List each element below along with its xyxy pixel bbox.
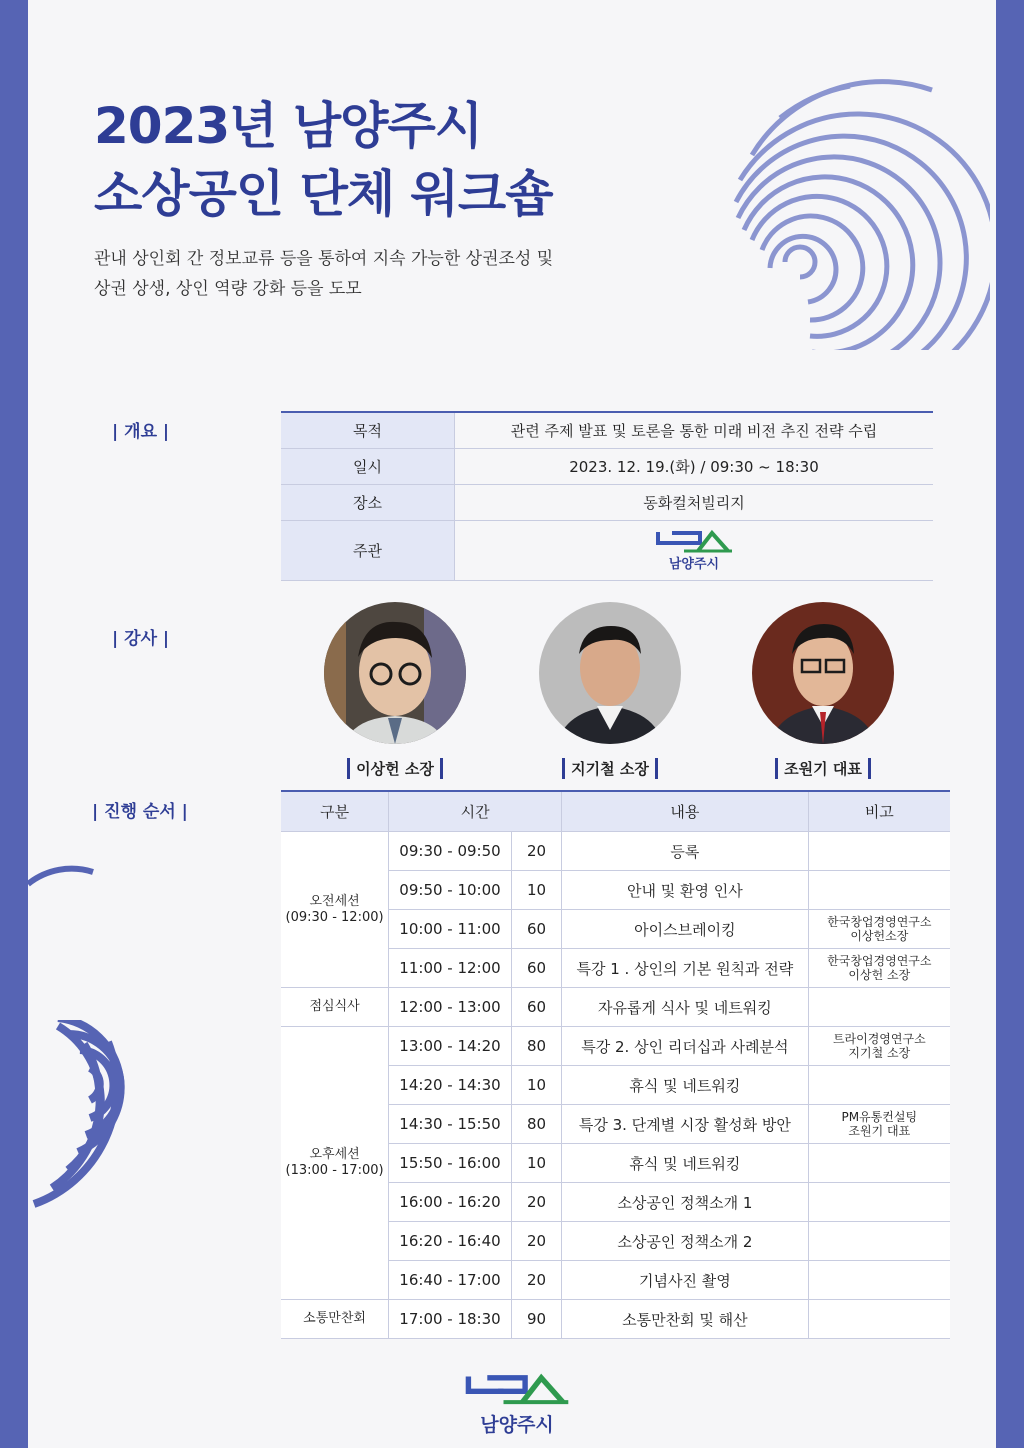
- schedule-header-row: [281, 791, 950, 832]
- cell-note: [808, 1300, 950, 1339]
- note-line-2: 이상헌 소장: [848, 968, 911, 982]
- session-afternoon-name: 오후세션: [309, 1147, 360, 1162]
- cell-note: [808, 1183, 950, 1222]
- cell-minutes: 80: [511, 1105, 561, 1144]
- speaker-name: 이상헌 소장: [347, 758, 443, 779]
- note-line-1: 트라이경영연구소: [832, 1032, 926, 1046]
- speaker-name: 지기철 소장: [562, 758, 658, 779]
- session-morning-name: 오전세션: [309, 893, 360, 909]
- cell-content: 소통만찬회 및 해산: [562, 1300, 808, 1339]
- cell-time: 16:00 - 16:20: [389, 1183, 512, 1222]
- section-label-overview: | 개요 |: [112, 422, 170, 442]
- table-row: [281, 1300, 950, 1339]
- title-line-1: 2023년 남양주시: [94, 97, 483, 155]
- session-lunch: 점심식사: [281, 988, 389, 1027]
- cell-content: 휴식 및 네트워킹: [562, 1066, 808, 1105]
- session-morning: [281, 832, 389, 988]
- overview-value: 동화컬처빌리지: [455, 485, 934, 521]
- subtitle-line-1: 관내 상인회 간 정보교류 등을 통하여 지속 가능한 상권조성 및: [94, 249, 554, 269]
- namyangju-logo-icon: [654, 529, 734, 555]
- cell-content: 휴식 및 네트워킹: [562, 1144, 808, 1183]
- cell-minutes: 20: [511, 1222, 561, 1261]
- cell-note: [808, 988, 950, 1027]
- cell-time: 16:20 - 16:40: [389, 1222, 512, 1261]
- session-afternoon: [281, 1027, 389, 1300]
- cell-note: [808, 1222, 950, 1261]
- avatar: [324, 602, 466, 744]
- cell-content: 특강 1 . 상인의 기본 원칙과 전략: [562, 949, 808, 988]
- overview-organizer-cell: [455, 521, 934, 581]
- cell-minutes: 90: [511, 1300, 561, 1339]
- right-side-bar: [996, 0, 1024, 1448]
- overview-key: 주관: [281, 521, 455, 581]
- cell-note: [808, 832, 950, 871]
- cell-note: [808, 1027, 950, 1066]
- speaker-card: [748, 602, 898, 779]
- subtitle: [94, 244, 553, 304]
- note-line-1: 한국창업경영연구소: [827, 915, 932, 929]
- cell-time: 10:00 - 11:00: [389, 910, 512, 949]
- cell-time: 09:30 - 09:50: [389, 832, 512, 871]
- cell-time: 16:40 - 17:00: [389, 1261, 512, 1300]
- avatar: [752, 602, 894, 744]
- decorative-arc-left-top: [28, 862, 98, 902]
- cell-time: 11:00 - 12:00: [389, 949, 512, 988]
- section-speakers-text: 강사: [124, 629, 157, 649]
- cell-time: 09:50 - 10:00: [389, 871, 512, 910]
- cell-note: [808, 1261, 950, 1300]
- section-label-speakers: | 강사 |: [112, 629, 170, 649]
- cell-content: 소상공인 정책소개 2: [562, 1222, 808, 1261]
- overview-key: 목적: [281, 412, 455, 449]
- note-line-1: 한국창업경영연구소: [827, 954, 932, 968]
- cell-content: 아이스브레이킹: [562, 910, 808, 949]
- cell-content: 기념사진 촬영: [562, 1261, 808, 1300]
- cell-minutes: 60: [511, 949, 561, 988]
- cell-minutes: 60: [511, 988, 561, 1027]
- cell-minutes: 60: [511, 910, 561, 949]
- cell-time: 15:50 - 16:00: [389, 1144, 512, 1183]
- note-line-2: 조원기 대표: [848, 1124, 911, 1138]
- cell-minutes: 10: [511, 1144, 561, 1183]
- header-content: 내용: [562, 791, 808, 832]
- cell-minutes: 80: [511, 1027, 561, 1066]
- session-afternoon-range: (13:00 - 17:00): [285, 1163, 384, 1178]
- session-morning-range: (09:30 - 12:00): [285, 909, 384, 925]
- overview-key: 일시: [281, 449, 455, 485]
- avatar: [539, 602, 681, 744]
- footer-logo: [462, 1372, 572, 1437]
- cell-note: [808, 1105, 950, 1144]
- speaker-card: [535, 602, 685, 779]
- header-time: 시간: [389, 791, 562, 832]
- cell-minutes: 10: [511, 871, 561, 910]
- speaker-name: 조원기 대표: [775, 758, 871, 779]
- cell-minutes: 20: [511, 832, 561, 871]
- cell-minutes: 20: [511, 1183, 561, 1222]
- table-row: [281, 988, 950, 1027]
- cell-note: [808, 949, 950, 988]
- cell-time: 17:00 - 18:30: [389, 1300, 512, 1339]
- cell-note: [808, 871, 950, 910]
- decorative-arcs-bottom-left: [28, 1020, 228, 1220]
- overview-value: 관련 주제 발표 및 토론을 통한 미래 비전 추진 전략 수립: [455, 412, 934, 449]
- cell-content: 특강 3. 단계별 시장 활성화 방안: [562, 1105, 808, 1144]
- header-note: 비고: [808, 791, 950, 832]
- decorative-arcs-top: [700, 50, 990, 350]
- cell-content: 특강 2. 상인 리더십과 사례분석: [562, 1027, 808, 1066]
- section-label-schedule: | 진행 순서 |: [92, 802, 188, 822]
- cell-time: 14:20 - 14:30: [389, 1066, 512, 1105]
- table-row: [281, 1027, 950, 1066]
- cell-content: 등록: [562, 832, 808, 871]
- cell-note: [808, 910, 950, 949]
- table-row: [281, 832, 950, 871]
- overview-value: 2023. 12. 19.(화) / 09:30 ~ 18:30: [455, 449, 934, 485]
- title-line-2: 소상공인 단체 워크숍: [94, 165, 553, 223]
- header-category: 구분: [281, 791, 389, 832]
- cell-time: 12:00 - 13:00: [389, 988, 512, 1027]
- schedule-table: [281, 790, 950, 1339]
- overview-table: [281, 411, 933, 581]
- section-schedule-text: 진행 순서: [104, 802, 176, 822]
- subtitle-line-2: 상권 상생, 상인 역량 강화 등을 도모: [94, 279, 362, 299]
- cell-time: 14:30 - 15:50: [389, 1105, 512, 1144]
- cell-content: 자유롭게 식사 및 네트워킹: [562, 988, 808, 1027]
- cell-content: 안내 및 환영 인사: [562, 871, 808, 910]
- footer-logo-text: 남양주시: [480, 1414, 554, 1436]
- session-closing: 소통만찬회: [281, 1300, 389, 1339]
- cell-note: [808, 1144, 950, 1183]
- cell-note: [808, 1066, 950, 1105]
- cell-minutes: 10: [511, 1066, 561, 1105]
- overview-row: [281, 521, 933, 581]
- overview-row: [281, 412, 933, 449]
- organizer-logo-text: 남양주시: [668, 557, 720, 572]
- namyangju-logo-icon: [463, 1372, 571, 1408]
- overview-row: [281, 449, 933, 485]
- speaker-card: [320, 602, 470, 779]
- section-overview-text: 개요: [124, 422, 157, 442]
- note-line-1: PM유통컨설팅: [841, 1110, 918, 1124]
- cell-minutes: 20: [511, 1261, 561, 1300]
- left-side-bar: [0, 0, 28, 1448]
- note-line-2: 이상헌소장: [850, 929, 909, 943]
- note-line-2: 지기철 소장: [848, 1046, 911, 1060]
- cell-content: 소상공인 정책소개 1: [562, 1183, 808, 1222]
- cell-time: 13:00 - 14:20: [389, 1027, 512, 1066]
- page-title: [94, 92, 553, 228]
- overview-row: [281, 485, 933, 521]
- overview-key: 장소: [281, 485, 455, 521]
